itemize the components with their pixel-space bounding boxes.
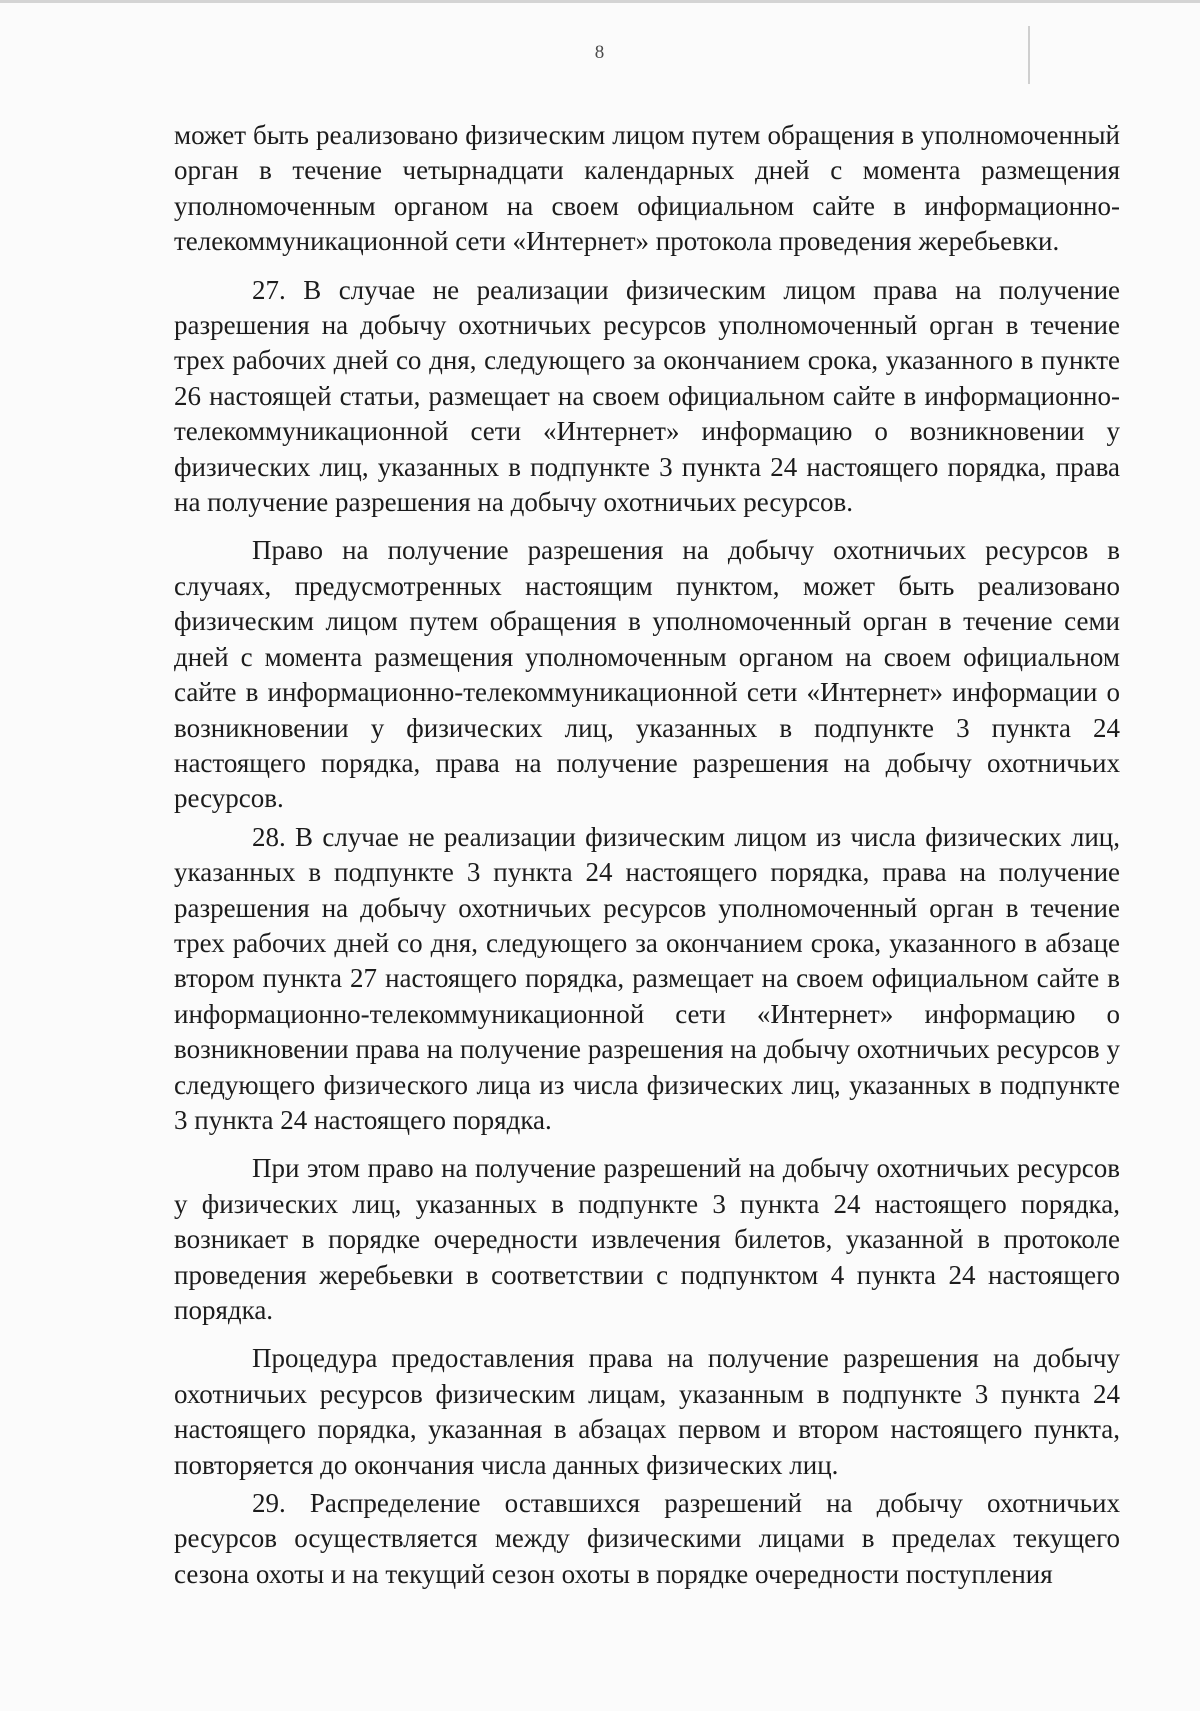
paragraph-item-28: 28. В случае не реализации физическим лицом из числа физических лиц, указанных в подпункте 3 пункта 24 настоящего порядка, права на получение разрешения на добычу охотничьих ресурсов уполномоченный орган в течение трех рабочих дней со дня, следующего за окончанием срока, указанного в абзаце втором пункта 27 настоящего порядка, размещает на своем официальном сайте в информационно-телекоммуникационной сети «Интернет» информацию о возникновении права на получение разрешения на добычу охотничьих ресурсов у следующего физического лица из числа физических лиц, указанных в подпункте 3 пункта 24 настоящего порядка. bbox=[174, 821, 1120, 1135]
paragraph-item-27: 27. В случае не реализации физическим лицом права на получение разрешения на добычу охотничьих ресурсов уполномоченный орган в течение трех рабочих дней со дня, следующего за окончанием срока, указанного в пункте 26 настоящей статьи, размещает на своем официальном сайте в информационно-телекоммуникационной сети «Интернет» информацию о возникновении у физических лиц, указанных в подпункте 3 пункта 24 настоящего порядка, права на получение разрешения на добычу охотничьих ресурсов. bbox=[174, 274, 1120, 518]
paragraph-item-27-second: Право на получение разрешения на добычу охотничьих ресурсов в случаях, предусмотренных настоящим пунктом, может быть реализовано физическим лицом путем обращения в уполномоченный орган в течение семи дней с момента размещения уполномоченным органом на своем официальном сайте в информационно-телекоммуникационной сети «Интернет» информации о возникновении у физических лиц, указанных в подпункте 3 пункта 24 настоящего порядка, права на получение разрешения на добычу охотничьих ресурсов. bbox=[174, 535, 1120, 814]
paragraph-continuation: может быть реализовано физическим лицом путем обращения в уполномоченный орган в течение четырнадцати календарных дней с момента размещения уполномоченным органом на своем официальном сайте в информационно-телекоммуникационной сети «Интернет» протокола проведения жеребьевки. bbox=[174, 120, 1120, 257]
paragraph-item-28-third: Процедура предоставления права на получение разрешения на добычу охотничьих ресурсов физическим лицам, указанным в подпункте 3 пункта 24 настоящего порядка, указанная в абзацах первом и втором настоящего пункта, повторяется до окончания числа данных физических лиц. bbox=[174, 1343, 1120, 1480]
page-number: 8 bbox=[594, 42, 606, 63]
paragraph-item-28-second: При этом право на получение разрешений на добычу охотничьих ресурсов у физических лиц, указанных в подпункте 3 пункта 24 настоящего порядка, возникает в порядке очередности извлечения билетов, указанной в протоколе проведения жеребьевки в соответствии с подпунктом 4 пункта 24 настоящего порядка. bbox=[174, 1153, 1120, 1325]
document-body bbox=[174, 118, 1120, 1592]
paragraph-item-29: 29. Распределение оставшихся разрешений на добычу охотничьих ресурсов осуществляется между физическими лицами в пределах текущего сезона охоты и на текущий сезон охоты в порядке очередности поступления bbox=[174, 1488, 1120, 1589]
scan-top-edge bbox=[0, 0, 1200, 3]
